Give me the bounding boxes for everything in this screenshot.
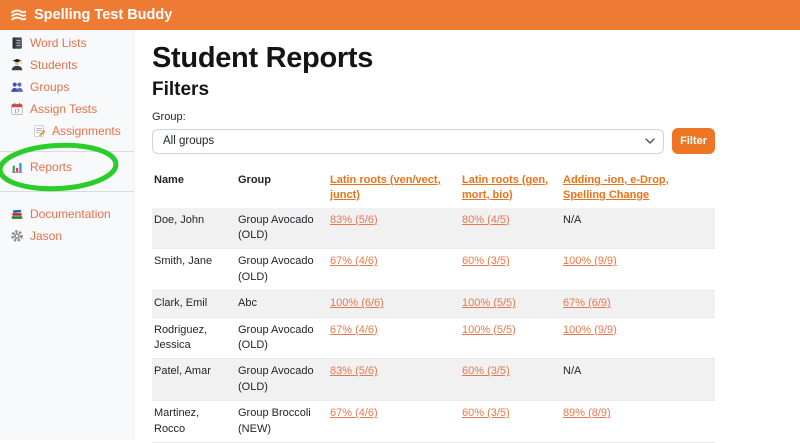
test-link[interactable]: Latin roots (ven/vect, junct) — [330, 174, 441, 201]
student-name-cell: Clark, Emil — [154, 297, 208, 310]
group-cell: Group Avocado (OLD) — [238, 323, 314, 352]
sidebar-item-groups[interactable] — [0, 76, 134, 98]
score-link[interactable]: 100% (6/6) — [330, 297, 384, 310]
sidebar-divider — [0, 151, 134, 152]
sidebar-item-label: Groups — [30, 80, 70, 94]
group-cell: Group Avocado (OLD) — [238, 213, 314, 242]
score-link[interactable]: 60% (3/5) — [462, 255, 510, 268]
table-row — [152, 401, 715, 443]
sidebar-item-label: Documentation — [30, 207, 111, 221]
table-row — [152, 359, 715, 401]
sidebar-item-assign-tests[interactable] — [0, 98, 134, 120]
sidebar-item-label: Assignments — [52, 124, 121, 138]
sidebar-item-jason[interactable] — [0, 225, 134, 247]
app-title: Spelling Test Buddy — [34, 7, 173, 23]
student-name-cell: Martinez, Rocco — [154, 407, 200, 435]
svg-text:17: 17 — [14, 109, 20, 115]
sidebar-item-label: Reports — [30, 160, 73, 174]
group-select[interactable] — [152, 129, 664, 154]
score-na: N/A — [563, 365, 582, 378]
group-cell: Group Avocado (OLD) — [238, 255, 314, 283]
student-name-cell: Doe, John — [154, 213, 205, 226]
score-link[interactable]: 67% (6/9) — [563, 297, 611, 310]
group-cell: Group Broccoli (NEW) — [238, 407, 311, 435]
sidebar-item-reports[interactable] — [0, 156, 134, 178]
table-row — [152, 291, 715, 317]
table-row — [152, 249, 715, 291]
notebook-icon — [10, 36, 24, 50]
app-logo-icon — [10, 8, 27, 23]
bar-chart-icon — [10, 160, 24, 174]
group-select-wrap — [152, 129, 664, 154]
group-cell: Abc — [238, 297, 257, 310]
score-link[interactable]: 80% (4/5) — [462, 213, 510, 226]
filter-button[interactable]: Filter — [672, 128, 715, 154]
people-icon — [10, 80, 24, 94]
sidebar-item-assignments[interactable] — [0, 120, 134, 142]
student-name-cell: Rodriguez, Jessica — [154, 323, 208, 352]
score-na: N/A — [563, 213, 582, 226]
filters-heading: Filters — [152, 79, 210, 100]
table-row — [152, 208, 715, 249]
sidebar-item-label: Students — [30, 58, 78, 72]
score-link[interactable]: 67% (4/6) — [330, 407, 378, 420]
column-header-test-3 — [563, 168, 715, 208]
column-header-name: Name — [154, 174, 184, 186]
group-filter-label: Group: — [152, 111, 186, 123]
score-link[interactable]: 67% (4/6) — [330, 323, 378, 336]
score-link[interactable]: 83% (5/6) — [330, 213, 378, 226]
sidebar-item-students[interactable] — [0, 54, 134, 76]
column-header-test-2 — [462, 168, 563, 208]
score-link[interactable]: 60% (3/5) — [462, 407, 510, 420]
student-name-cell: Patel, Amar — [154, 365, 211, 378]
score-link[interactable]: 100% (9/9) — [563, 255, 617, 268]
score-link[interactable]: 67% (4/6) — [330, 255, 378, 268]
filter-row — [152, 128, 715, 154]
main-content — [135, 30, 800, 440]
column-header-group: Group — [238, 174, 271, 186]
table-row — [152, 317, 715, 359]
score-link[interactable]: 100% (5/5) — [462, 297, 516, 310]
test-link[interactable]: Latin roots (gen, mort, bio) — [462, 174, 549, 201]
books-icon — [10, 207, 24, 221]
sidebar-item-documentation[interactable] — [0, 203, 134, 225]
gear-icon — [10, 229, 24, 243]
student-name-cell: Smith, Jane — [154, 255, 213, 268]
score-link[interactable]: 89% (8/9) — [563, 407, 611, 420]
score-link[interactable]: 83% (5/6) — [330, 365, 378, 378]
sidebar-item-label: Word Lists — [30, 36, 87, 50]
sidebar-item-label: Assign Tests — [30, 102, 98, 116]
student-report-table — [152, 168, 715, 443]
sidebar-item-label: Jason — [30, 229, 63, 243]
app-header — [0, 0, 800, 30]
sidebar-item-word-lists[interactable] — [0, 32, 134, 54]
memo-icon — [32, 124, 46, 138]
table-header-row — [152, 168, 715, 208]
score-link[interactable]: 100% (9/9) — [563, 323, 617, 336]
sidebar — [0, 30, 135, 440]
calendar-icon — [10, 102, 24, 116]
sidebar-divider — [0, 191, 134, 192]
page-title: Student Reports — [152, 42, 374, 74]
column-header-test-1 — [330, 168, 462, 208]
test-link[interactable]: Adding -ion, e-Drop, Spelling Change — [563, 174, 669, 201]
score-link[interactable]: 100% (5/5) — [462, 323, 516, 336]
group-cell: Group Avocado (OLD) — [238, 365, 314, 393]
student-icon — [10, 58, 24, 72]
score-link[interactable]: 60% (3/5) — [462, 365, 510, 378]
